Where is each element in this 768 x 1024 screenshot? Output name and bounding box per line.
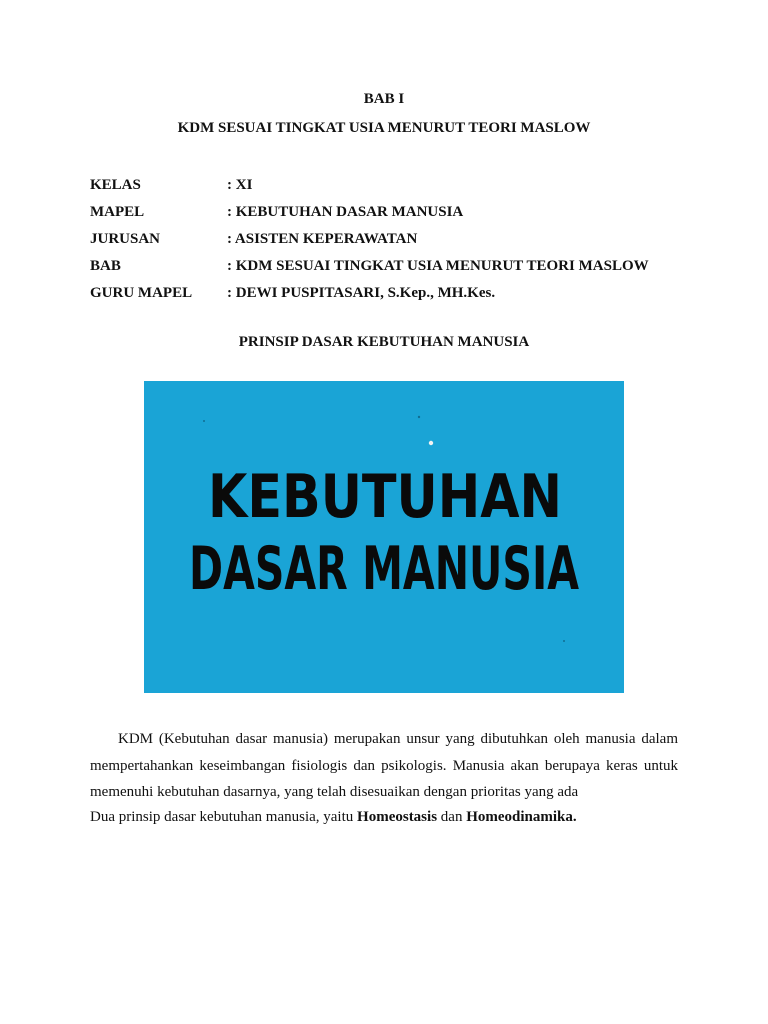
- paragraph2-connector: dan: [437, 809, 467, 825]
- paragraph2-prefix: Dua prinsip dasar kebutuhan manusia, yaitu: [90, 809, 358, 825]
- meta-row-bab: [90, 253, 690, 280]
- meta-row-mapel: [90, 199, 690, 226]
- cover-speck: [418, 416, 420, 418]
- meta-value: : DEWI PUSPITASARI, S.Kep., MH.Kes.: [227, 285, 496, 301]
- meta-value: : ASISTEN KEPERAWATAN: [227, 231, 418, 247]
- meta-key: MAPEL: [90, 204, 145, 220]
- meta-value: : KEBUTUHAN DASAR MANUSIA: [227, 204, 464, 220]
- chapter-label: BAB I: [363, 91, 405, 107]
- term-homeodinamika: Homeodinamika.: [466, 809, 577, 825]
- body-paragraph-2: [90, 804, 678, 831]
- metadata-table: [90, 172, 690, 307]
- cover-title-line1: KEBUTUHAN: [208, 462, 562, 532]
- meta-row-jurusan: [90, 226, 690, 253]
- cover-speck: [429, 441, 433, 445]
- meta-value: : XI: [227, 177, 253, 193]
- meta-key: BAB: [90, 258, 121, 274]
- body-paragraph-1: KDM (Kebutuhan dasar manusia) merupakan unsur yang dibutuhkan oleh manusia dalam mempertahankan keseimbangan fisiologis dan psikologis. Manusia akan berupaya keras untuk memenuhi kebutuhan dasarnya, yang telah disesuaikan dengan prioritas yang ada: [90, 731, 678, 800]
- cover-speck: [203, 420, 205, 422]
- meta-row-guru-mapel: [90, 280, 690, 307]
- cover-title-line2: DASAR MANUSIA: [189, 534, 580, 604]
- meta-key: KELAS: [90, 177, 141, 193]
- term-homeostasis: Homeostasis: [357, 809, 438, 825]
- meta-row-kelas: [90, 172, 690, 199]
- meta-value: : KDM SESUAI TINGKAT USIA MENURUT TEORI MASLOW: [227, 258, 649, 274]
- cover-speck: [563, 640, 565, 642]
- meta-key: GURU MAPEL: [90, 285, 193, 301]
- meta-key: JURUSAN: [90, 231, 161, 247]
- book-cover-image: [144, 381, 624, 693]
- document-title: KDM SESUAI TINGKAT USIA MENURUT TEORI MASLOW: [177, 120, 591, 136]
- section-heading: PRINSIP DASAR KEBUTUHAN MANUSIA: [238, 334, 530, 350]
- book-cover-illustration: [144, 381, 624, 693]
